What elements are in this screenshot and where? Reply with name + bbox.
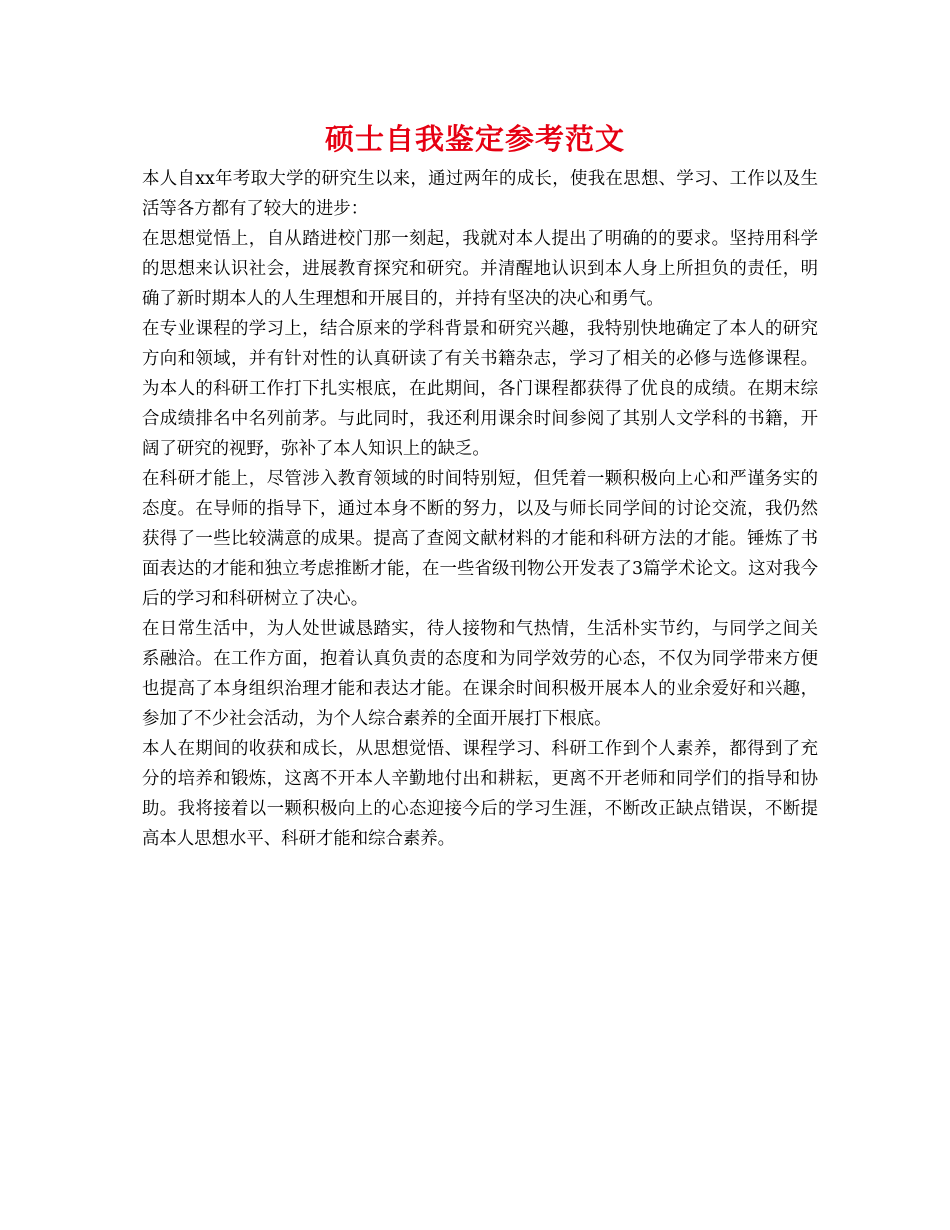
paragraph-daily-life: 在日常生活中，为人处世诚恳踏实，待人接物和气热情，生活朴实节约，与同学之间关系融洽。在工作方面，抱着认真负责的态度和为同学效劳的心态，不仅为同学带来方便也提高了本身组织治理才能和表达才能。在课余时间积极开展本人的业余爱好和兴趣，参加了不少社会活动，为个人综合素养的全面开展打下根底。 xyxy=(142,619,818,729)
document-title: 硕士自我鉴定参考范文 xyxy=(324,122,625,156)
paragraph-ideology: 在思想觉悟上，自从踏进校门那一刻起，我就对本人提出了明确的的要求。坚持用科学的思想来认识社会，进展教育探究和研究。并清醒地认识到本人身上所担负的责任，明确了新时期本人的人生理想和开展目的，并持有坚决的决心和勇气。 xyxy=(142,229,818,309)
paragraph-conclusion: 本人在期间的收获和成长，从思想觉悟、课程学习、科研工作到个人素养，都得到了充分的培养和锻炼，这离不开本人辛勤地付出和耕耘，更离不开老师和同学们的指导和协助。我将接着以一颗积极向上的心态迎接今后的学习生涯，不断改正缺点错误，不断提高本人思想水平、科研才能和综合素养。 xyxy=(142,739,818,849)
document-body xyxy=(142,164,818,854)
paragraph-coursework: 在专业课程的学习上，结合原来的学科背景和研究兴趣，我特别快地确定了本人的研究方向和领域，并有针对性的认真研读了有关书籍杂志，学习了相关的必修与选修课程。为本人的科研工作打下扎实根底，在此期间，各门课程都获得了优良的成绩。在期末综合成绩排名中名列前茅。与此同时，我还利用课余时间参阅了其别人文学科的书籍，开阔了研究的视野，弥补了本人知识上的缺乏。 xyxy=(142,319,818,459)
paragraph-intro: 本人自xx年考取大学的研究生以来，通过两年的成长，使我在思想、学习、工作以及生活等各方都有了较大的进步： xyxy=(142,169,818,219)
paragraph-research: 在科研才能上，尽管涉入教育领域的时间特别短，但凭着一颗积极向上心和严谨务实的态度。在导师的指导下，通过本身不断的努力，以及与师长同学间的讨论交流，我仍然获得了一些比较满意的成果。提高了查阅文献材料的才能和科研方法的才能。锤炼了书面表达的才能和独立考虑推断才能，在一些省级刊物公开发表了3篇学术论文。这对我今后的学习和科研树立了决心。 xyxy=(142,469,818,609)
